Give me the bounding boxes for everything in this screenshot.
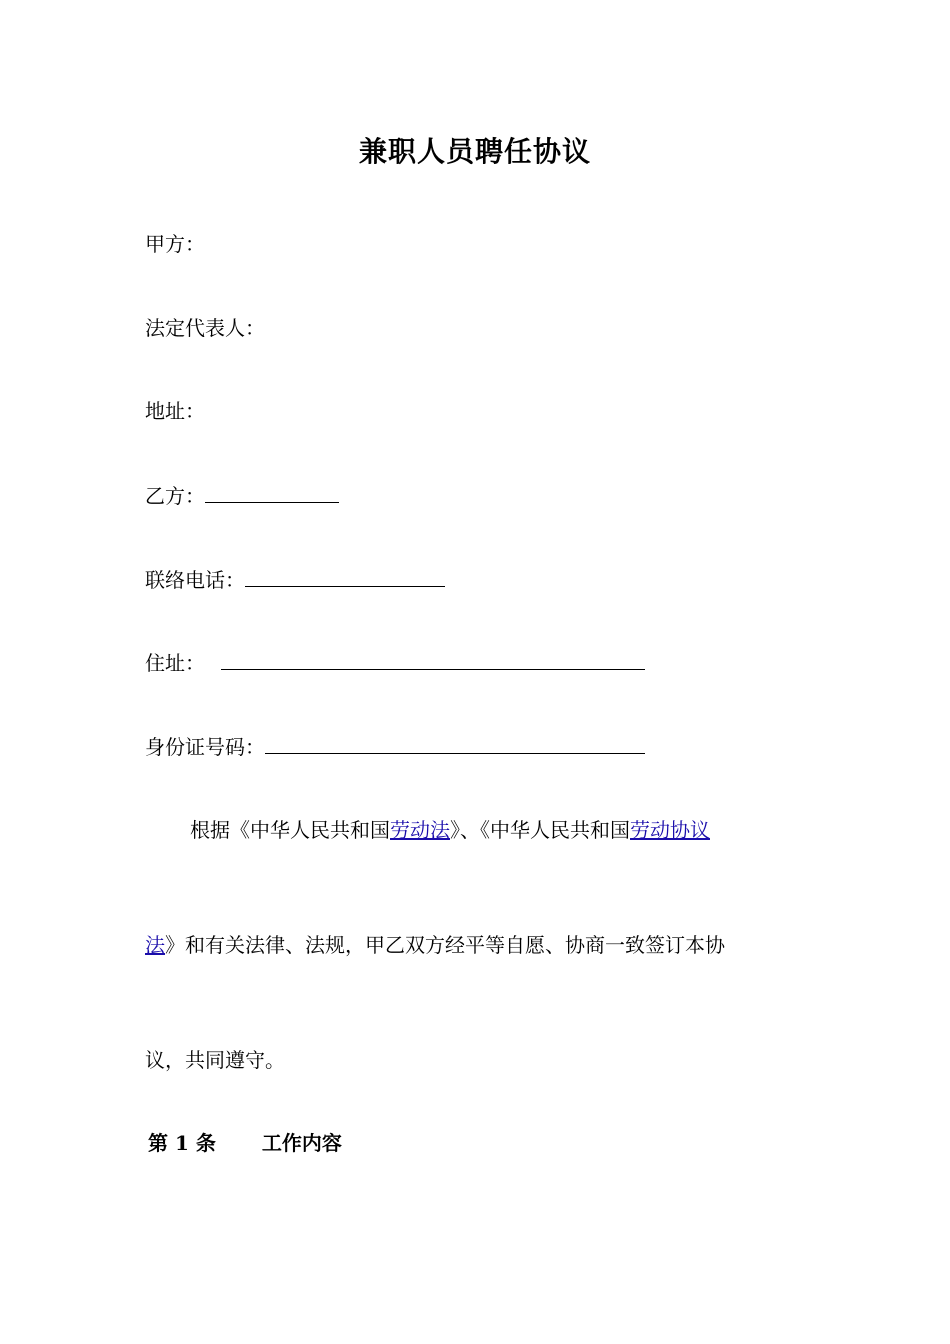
paragraph-line-1 (190, 815, 710, 845)
labor-law-link[interactable]: 劳动法 (390, 818, 450, 842)
id-number-blank[interactable] (265, 731, 645, 754)
id-number-label: 身份证号码： (145, 735, 265, 759)
paragraph-line-2 (145, 930, 725, 960)
article-title: 工作内容 (261, 1131, 342, 1155)
party-b-blank[interactable] (205, 480, 339, 503)
phone-field (145, 564, 445, 595)
phone-blank[interactable] (245, 564, 445, 587)
id-number-field (145, 731, 645, 762)
paragraph-line-3: 议，共同遵守。 (145, 1048, 285, 1072)
party-b-field (145, 480, 339, 511)
paragraph-text: 根据《中华人民共和国 (190, 818, 390, 842)
paragraph-text: 》、《中华人民共和国 (450, 818, 630, 842)
address-label: 地址： (145, 399, 205, 423)
article-heading (148, 1128, 342, 1158)
residence-label: 住址： (145, 651, 205, 675)
article-number: 第 1 条 (148, 1131, 216, 1155)
document-title: 兼职人员聘任协议 (358, 135, 591, 168)
party-a-label: 甲方： (145, 232, 205, 256)
phone-label: 联络电话： (145, 568, 245, 592)
labor-contract-law-link[interactable]: 劳动协议 (630, 818, 710, 842)
paragraph-text: 》和有关法律、法规，甲乙双方经平等自愿、协商一致签订本协 (165, 933, 725, 957)
residence-field (145, 647, 645, 678)
labor-contract-law-link-cont[interactable]: 法 (145, 933, 165, 957)
legal-rep-label: 法定代表人： (145, 316, 265, 340)
party-b-label: 乙方： (145, 484, 205, 508)
residence-blank[interactable] (221, 647, 645, 670)
